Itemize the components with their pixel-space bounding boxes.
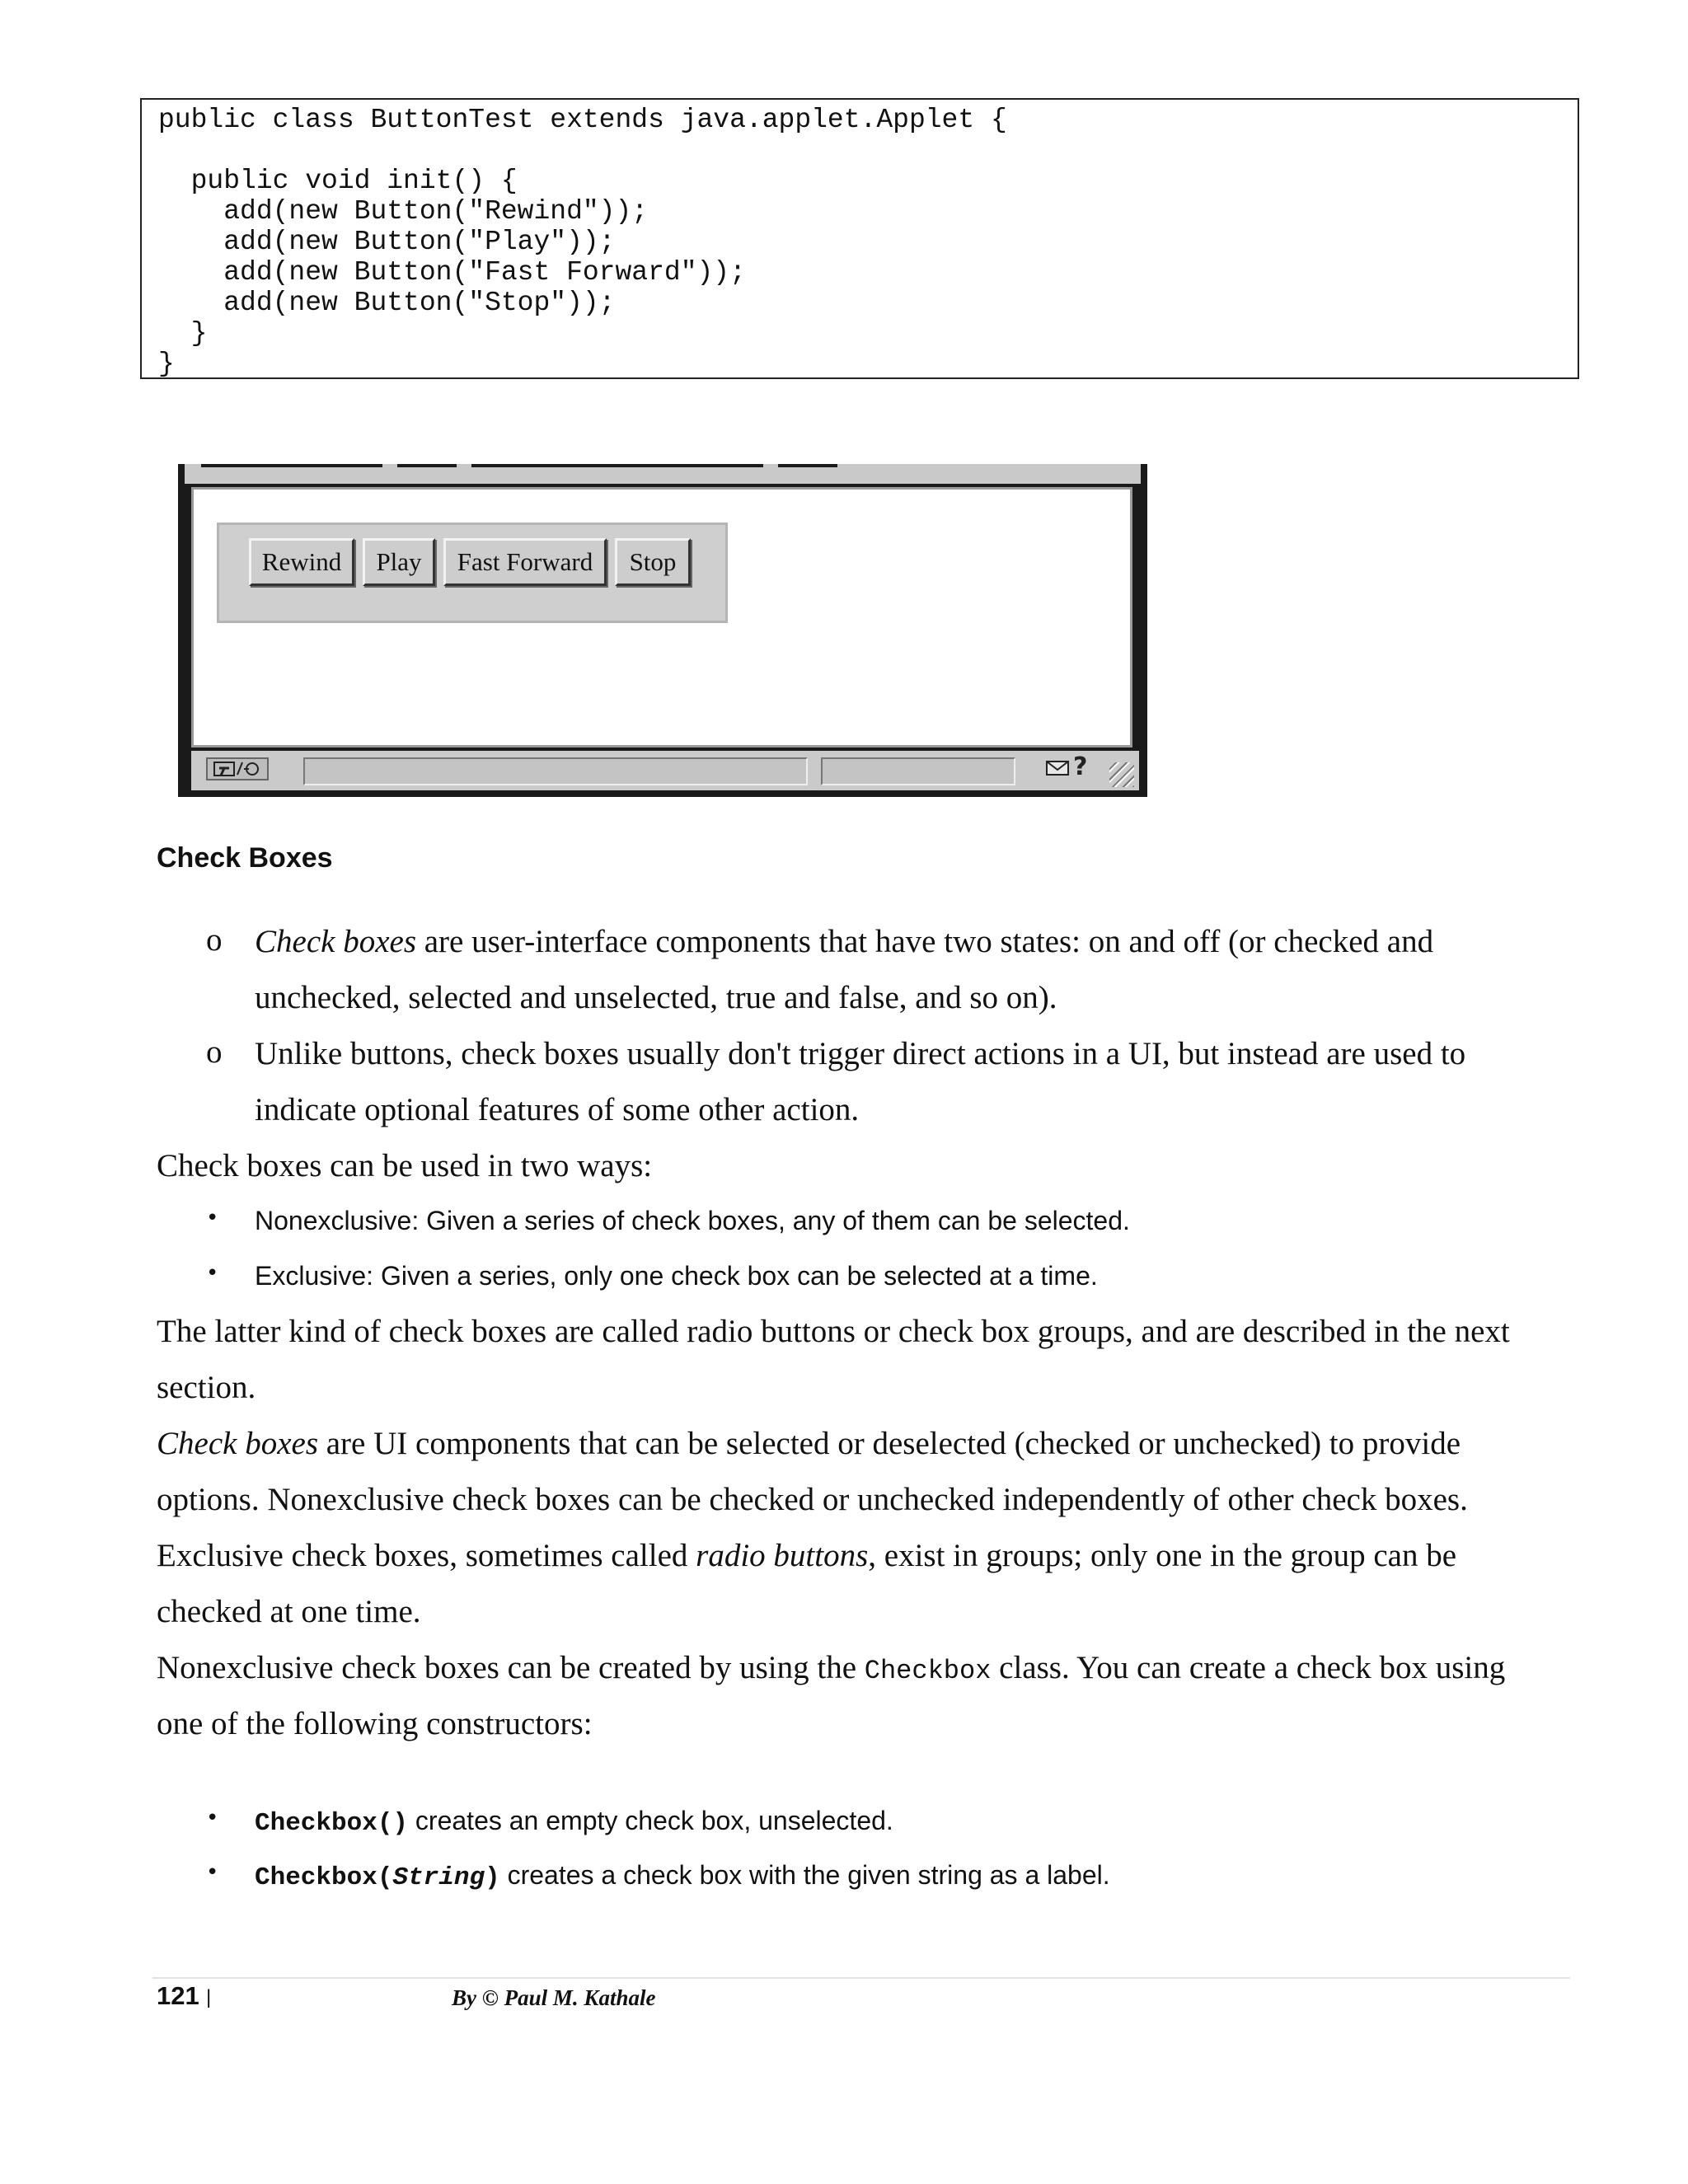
constructor-code: Checkbox() [255, 1809, 409, 1838]
play-button[interactable]: Play [363, 538, 435, 586]
applet-window-screenshot [178, 464, 1147, 797]
code-param: String [392, 1863, 485, 1892]
code-span: ) [485, 1863, 500, 1892]
code-line: add(new Button("Play")); [158, 227, 616, 257]
list-item-line: indicate optional features of some other action. [255, 1092, 860, 1127]
paragraph-line: one of the following constructors: [157, 1706, 593, 1741]
document-key-icon[interactable] [206, 757, 269, 780]
fast-forward-button[interactable]: Fast Forward [443, 538, 607, 586]
text-span: creates a check box with the given string as a label. [499, 1860, 1110, 1890]
text-span: Nonexclusive check boxes can be created by using the [157, 1650, 865, 1685]
status-bar [191, 751, 1139, 790]
paragraph-line: Check boxes can be used in two ways: [157, 1148, 653, 1183]
status-progress-field [821, 757, 1015, 785]
text-span: Exclusive check boxes, sometimes called [157, 1538, 696, 1573]
help-icon[interactable]: ? [1073, 752, 1088, 781]
text-span: are user-interface components that have two states: on and off (or checked and [416, 924, 1434, 959]
constructor-item [255, 1860, 1110, 1892]
constructor-item [255, 1806, 893, 1838]
mail-icon[interactable] [1045, 756, 1070, 785]
list-item-line: Unlike buttons, check boxes usually don't trigger direct actions in a UI, but instead are used to [255, 1036, 1466, 1071]
code-line: public void init() { [158, 166, 518, 196]
button-panel [217, 523, 728, 623]
term-emphasis: radio buttons [696, 1538, 869, 1573]
code-line: add(new Button("Fast Forward")); [158, 257, 746, 288]
code-line: } [158, 349, 175, 379]
stop-button[interactable]: Stop [615, 538, 691, 586]
toolbar-segment [778, 464, 837, 467]
paragraph-line: section. [157, 1370, 256, 1405]
code-line: public class ButtonTest extends java.applet.Applet { [158, 105, 1007, 135]
text-span: creates an empty check box, unselected. [408, 1806, 893, 1835]
code-line: } [158, 318, 208, 349]
status-message-field [303, 757, 808, 785]
document-key-icon-graphic [213, 760, 262, 778]
bullet-marker: • [206, 1206, 219, 1230]
code-line: add(new Button("Rewind")); [158, 196, 649, 227]
paragraph-line: checked at one time. [157, 1594, 421, 1629]
text-span: are UI components that can be selected or deselected (checked or unchecked) to provide [318, 1426, 1461, 1461]
bullet-item: Nonexclusive: Given a series of check boxes, any of them can be selected. [255, 1206, 1130, 1235]
text-span: class. You can create a check box using [991, 1650, 1506, 1685]
paragraph-line [157, 1416, 1461, 1472]
inline-code: Checkbox [864, 1656, 992, 1686]
term-emphasis: Check boxes [255, 924, 416, 959]
constructor-code [255, 1863, 500, 1892]
bullet-marker: • [206, 1806, 219, 1830]
paragraph-line [157, 1528, 1456, 1584]
list-marker: o [206, 922, 223, 958]
applet-client-area [191, 487, 1132, 748]
mail-icon-graphic [1045, 758, 1070, 778]
bullet-item: Exclusive: Given a series, only one check box can be selected at a time. [255, 1261, 1098, 1291]
footer-author: By © Paul M. Kathale [452, 1985, 656, 2010]
list-item-line [255, 914, 1433, 970]
paragraph-line: options. Nonexclusive check boxes can be checked or unchecked independently of other check boxes. [157, 1482, 1468, 1517]
paragraph-line: The latter kind of check boxes are called radio buttons or check box groups, and are described in the next [157, 1314, 1510, 1349]
footer-rule [152, 1977, 1570, 1979]
bullet-marker: • [206, 1261, 219, 1286]
term-emphasis: Check boxes [157, 1426, 318, 1461]
section-heading: Check Boxes [157, 842, 333, 874]
footer-separator: | [206, 1986, 212, 2008]
list-marker: o [206, 1034, 223, 1070]
toolbar-segment [471, 464, 763, 467]
toolbar-segment [201, 464, 382, 467]
code-block [140, 98, 1579, 379]
page-number: 121 [157, 1981, 199, 2010]
paragraph-line [157, 1640, 1505, 1699]
text-span: , exist in groups; only one in the group can be [868, 1538, 1457, 1573]
bullet-marker: • [206, 1860, 219, 1885]
resize-grip-icon[interactable] [1109, 762, 1134, 787]
toolbar-segment [397, 464, 457, 467]
applet-top-strip [185, 464, 1141, 484]
code-span: Checkbox( [255, 1863, 393, 1892]
rewind-button[interactable]: Rewind [249, 538, 354, 586]
code-line: add(new Button("Stop")); [158, 288, 616, 318]
list-item-line: unchecked, selected and unselected, true and false, and so on). [255, 980, 1057, 1015]
